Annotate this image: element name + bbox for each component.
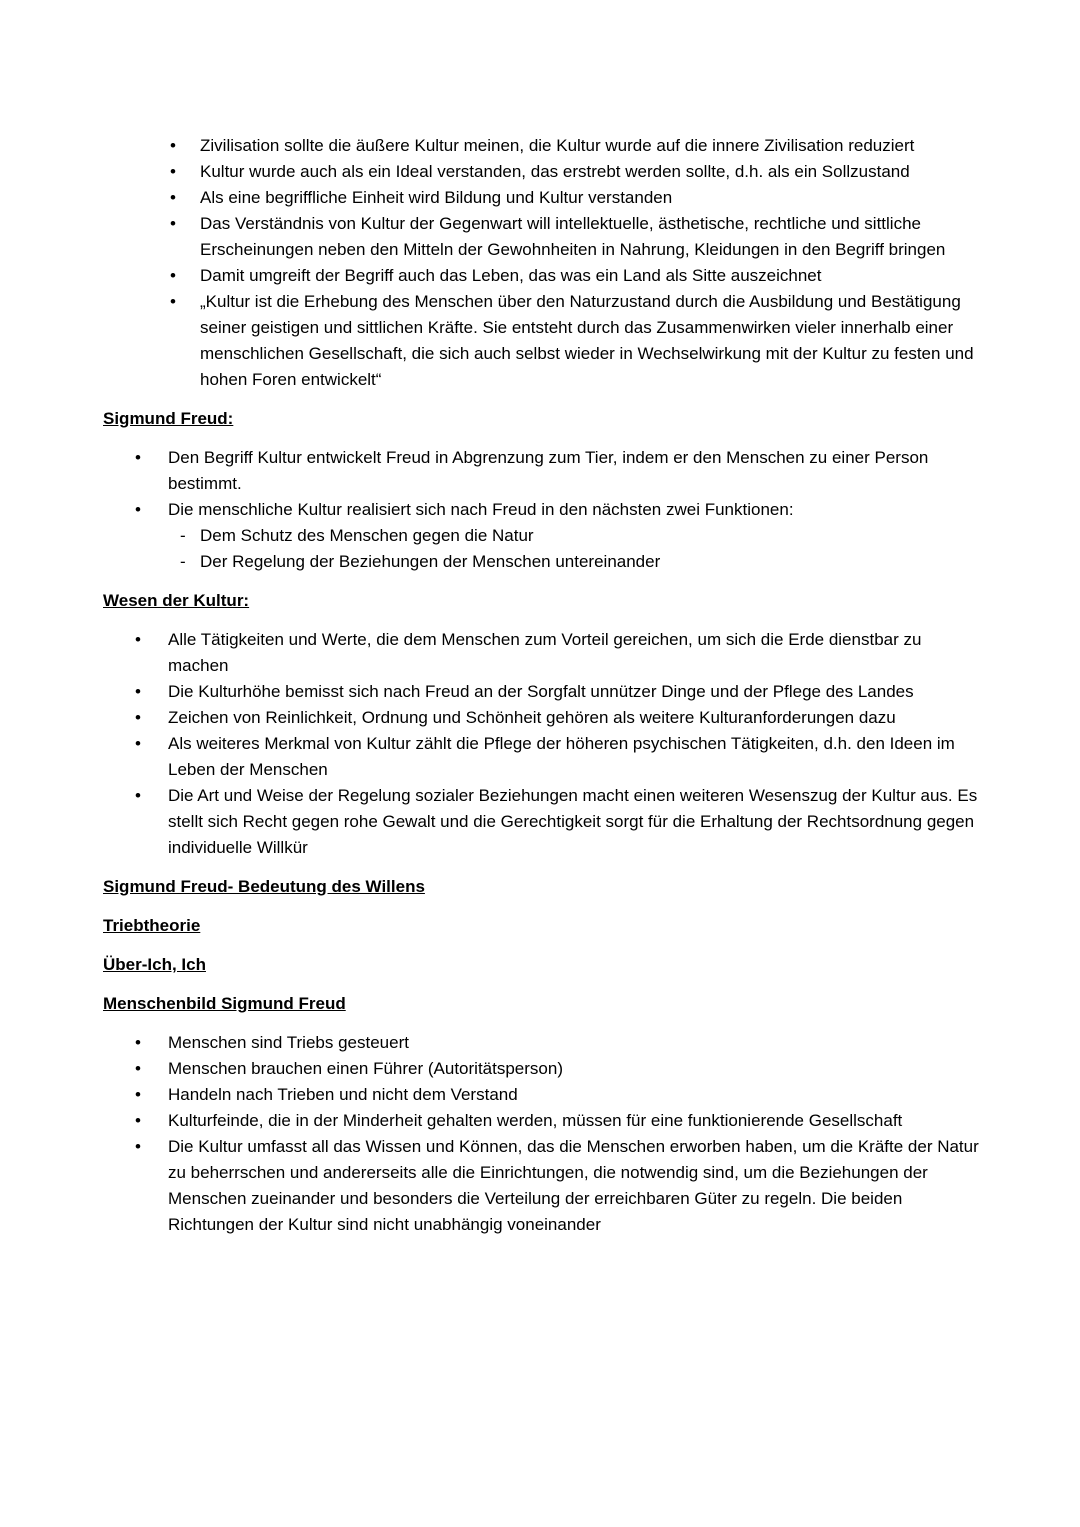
list-item-text: Als weiteres Merkmal von Kultur zählt die Pflege der höheren psychischen Tätigkeiten, d.h. den Ideen im Leben der Menschen xyxy=(168,734,955,779)
list-item xyxy=(180,523,985,549)
document-body xyxy=(103,133,985,1238)
bullet-marker: • xyxy=(170,214,176,233)
bullet-marker: • xyxy=(135,1111,141,1130)
bullet-list xyxy=(103,627,985,861)
bullet-marker: • xyxy=(135,682,141,701)
section-heading-text: Sigmund Freud: xyxy=(103,409,234,428)
list-item xyxy=(135,497,985,523)
list-item-text: Die Kultur umfasst all das Wissen und Können, das die Menschen erworben haben, um die Kräfte der Natur zu beherrschen und andererseits alle die Einrichtungen, die notwendig sind, um die Beziehungen der Menschen zueinander und besonders die Verteilung der erreichbaren Güter zu regeln. Die beiden Richtungen der Kultur sind nicht unabhängig voneinander xyxy=(168,1137,979,1234)
bullet-marker: • xyxy=(135,1033,141,1052)
section-heading xyxy=(103,874,985,900)
list-item xyxy=(135,731,985,783)
list-item-text: Damit umgreift der Begriff auch das Leben, das was ein Land als Sitte auszeichnet xyxy=(200,266,822,285)
list-item-text: Kulturfeinde, die in der Minderheit gehalten werden, müssen für eine funktionierende Gesellschaft xyxy=(168,1111,903,1130)
list-item xyxy=(135,1030,985,1056)
bullet-marker: • xyxy=(135,1085,141,1104)
list-item-text: Den Begriff Kultur entwickelt Freud in Abgrenzung zum Tier, indem er den Menschen zu einer Person bestimmt. xyxy=(168,448,929,493)
list-item xyxy=(170,289,985,393)
list-item xyxy=(170,263,985,289)
dash-marker: - xyxy=(180,526,186,545)
section-heading xyxy=(103,952,985,978)
bullet-marker: • xyxy=(135,448,141,467)
bullet-marker: • xyxy=(170,162,176,181)
list-item xyxy=(135,679,985,705)
section-heading-text: Triebtheorie xyxy=(103,916,201,935)
list-item xyxy=(135,705,985,731)
list-item-text: Die Art und Weise der Regelung sozialer Beziehungen macht einen weiteren Wesenszug der Kultur aus. Es stellt sich Recht gegen rohe Gewalt und die Gerechtigkeit sorgt für die Erhaltung der Rechtsordnung gegen individuelle Willkür xyxy=(168,786,978,857)
section-heading xyxy=(103,991,985,1017)
list-item-text: Menschen brauchen einen Führer (Autoritätsperson) xyxy=(168,1059,563,1078)
list-item-text: Zeichen von Reinlichkeit, Ordnung und Schönheit gehören als weitere Kulturanforderungen dazu xyxy=(168,708,896,727)
section-heading-text: Über-Ich, Ich xyxy=(103,955,206,974)
list-item-text: Die menschliche Kultur realisiert sich nach Freud in den nächsten zwei Funktionen: xyxy=(168,500,794,519)
bullet-marker: • xyxy=(135,1059,141,1078)
list-item xyxy=(135,627,985,679)
bullet-marker: • xyxy=(135,708,141,727)
list-item xyxy=(135,1056,985,1082)
bullet-marker: • xyxy=(135,500,141,519)
list-item-text: Der Regelung der Beziehungen der Menschen untereinander xyxy=(200,552,661,571)
list-item xyxy=(180,549,985,575)
dash-marker: - xyxy=(180,552,186,571)
list-item-text: Dem Schutz des Menschen gegen die Natur xyxy=(200,526,534,545)
bullet-list xyxy=(103,1030,985,1238)
bullet-marker: • xyxy=(135,734,141,753)
list-item-text: Alle Tätigkeiten und Werte, die dem Menschen zum Vorteil gereichen, um sich die Erde dienstbar zu machen xyxy=(168,630,922,675)
section-heading xyxy=(103,913,985,939)
section-heading xyxy=(103,406,985,432)
dash-list xyxy=(103,523,985,575)
bullet-marker: • xyxy=(135,1137,141,1156)
bullet-list xyxy=(103,133,985,393)
bullet-marker: • xyxy=(170,266,176,285)
list-item xyxy=(135,1082,985,1108)
list-item xyxy=(135,1108,985,1134)
section-heading-text: Wesen der Kultur: xyxy=(103,591,250,610)
list-item xyxy=(170,185,985,211)
list-item xyxy=(170,133,985,159)
list-item-text: „Kultur ist die Erhebung des Menschen über den Naturzustand durch die Ausbildung und Bestätigung seiner geistigen und sittlichen Kräfte. Sie entsteht durch das Zusammenwirken vieler innerhalb einer menschlichen Gesellschaft, die sich auch selbst wieder in Wechselwirkung mit der Kultur zu festen und hohen Foren entwickelt“ xyxy=(200,292,974,389)
list-item-text: Menschen sind Triebs gesteuert xyxy=(168,1033,409,1052)
bullet-marker: • xyxy=(170,188,176,207)
list-item xyxy=(135,783,985,861)
list-item-text: Handeln nach Trieben und nicht dem Verstand xyxy=(168,1085,518,1104)
section-heading-text: Sigmund Freud- Bedeutung des Willens xyxy=(103,877,425,896)
list-item-text: Das Verständnis von Kultur der Gegenwart will intellektuelle, ästhetische, rechtliche und sittliche Erscheinungen neben den Mitteln der Gewohnheiten in Nahrung, Kleidungen in den Begriff bringen xyxy=(200,214,946,259)
list-item-text: Die Kulturhöhe bemisst sich nach Freud an der Sorgfalt unnützer Dinge und der Pflege des Landes xyxy=(168,682,914,701)
list-item xyxy=(170,211,985,263)
bullet-marker: • xyxy=(170,136,176,155)
section-heading xyxy=(103,588,985,614)
list-item-text: Zivilisation sollte die äußere Kultur meinen, die Kultur wurde auf die innere Zivilisation reduziert xyxy=(200,136,915,155)
bullet-list xyxy=(103,445,985,523)
section-heading-text: Menschenbild Sigmund Freud xyxy=(103,994,346,1013)
list-item xyxy=(170,159,985,185)
list-item xyxy=(135,445,985,497)
list-item-text: Als eine begriffliche Einheit wird Bildung und Kultur verstanden xyxy=(200,188,673,207)
list-item xyxy=(135,1134,985,1238)
bullet-marker: • xyxy=(170,292,176,311)
bullet-marker: • xyxy=(135,786,141,805)
list-item-text: Kultur wurde auch als ein Ideal verstanden, das erstrebt werden sollte, d.h. als ein Sollzustand xyxy=(200,162,910,181)
bullet-marker: • xyxy=(135,630,141,649)
